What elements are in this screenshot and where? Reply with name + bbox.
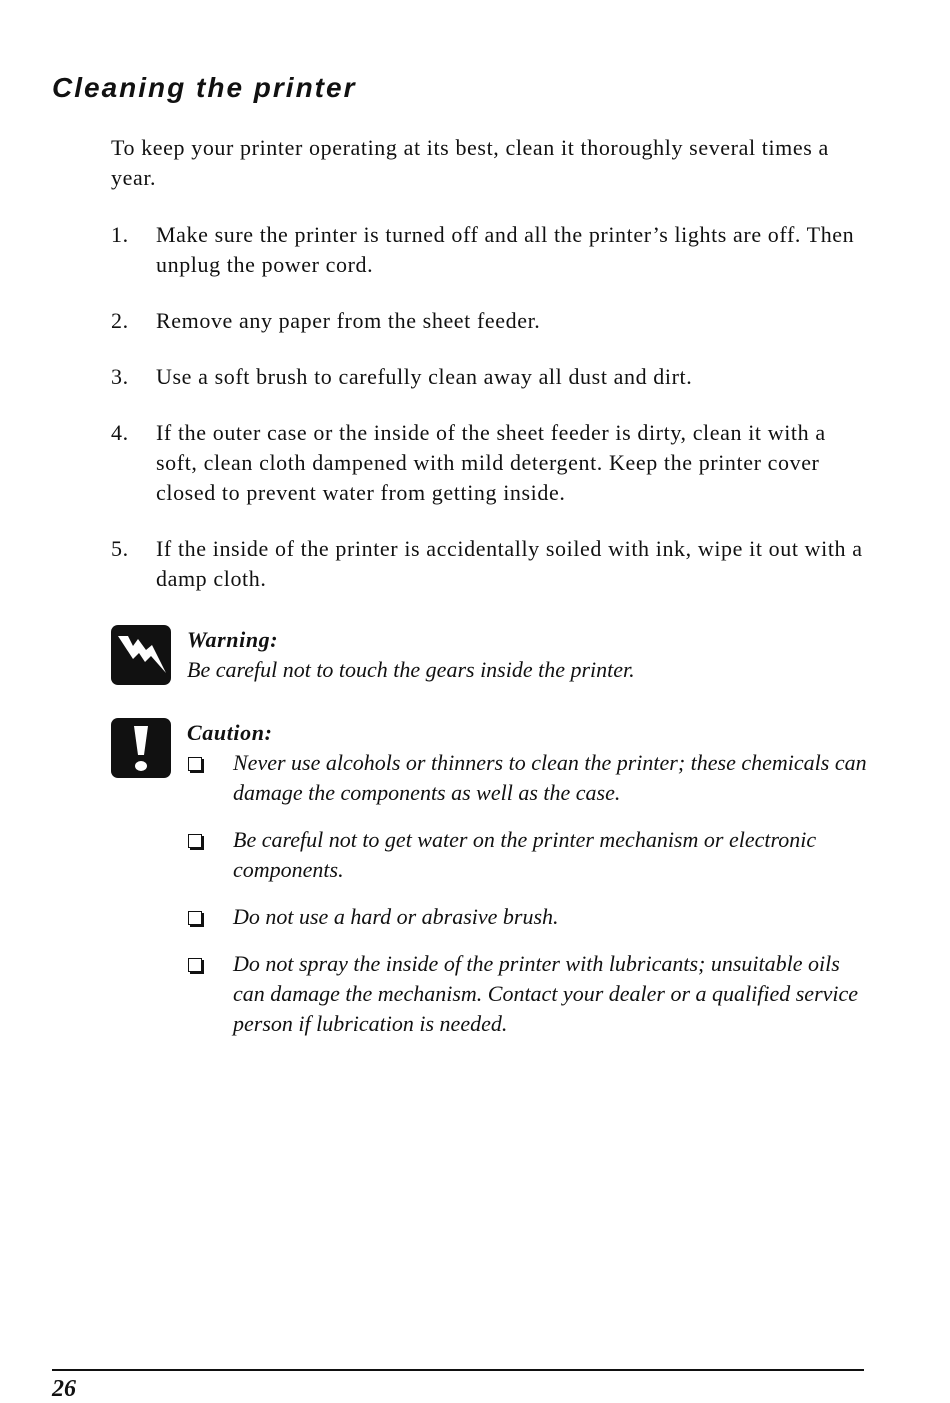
caution-heading: Caution: bbox=[187, 720, 273, 745]
step-text: Use a soft brush to carefully clean away all dust and dirt. bbox=[156, 364, 693, 389]
exclamation-caution-icon bbox=[111, 718, 171, 778]
caution-item-text: Do not spray the inside of the printer with lubricants; unsuitable oils can damage the mechanism. Contact your dealer or a qualified service person if lubrication is needed. bbox=[233, 951, 859, 1036]
step-item bbox=[111, 534, 863, 594]
step-item bbox=[111, 418, 863, 508]
step-number: 5. bbox=[111, 536, 129, 561]
warning-heading: Warning: bbox=[187, 627, 279, 652]
step-number: 4. bbox=[111, 420, 129, 445]
checkbox-bullet-icon bbox=[187, 949, 233, 979]
step-number: 2. bbox=[111, 308, 129, 333]
warning-text: Be careful not to touch the gears inside the printer. bbox=[187, 657, 635, 682]
step-text: Remove any paper from the sheet feeder. bbox=[156, 308, 541, 333]
page-number: 26 bbox=[52, 1376, 76, 1402]
caution-item bbox=[187, 902, 867, 932]
step-item bbox=[111, 220, 863, 280]
checkbox-bullet-icon bbox=[187, 825, 233, 855]
checkbox-bullet-icon bbox=[187, 748, 233, 778]
step-text: If the inside of the printer is accidentally soiled with ink, wipe it out with a damp cloth. bbox=[156, 536, 863, 591]
checkbox-bullet-icon bbox=[187, 902, 233, 932]
caution-item bbox=[187, 825, 867, 885]
caution-item-text: Be careful not to get water on the printer mechanism or electronic components. bbox=[233, 827, 817, 882]
step-number: 3. bbox=[111, 364, 129, 389]
caution-list bbox=[187, 748, 867, 1039]
caution-item-text: Do not use a hard or abrasive brush. bbox=[233, 904, 559, 929]
caution-item-text: Never use alcohols or thinners to clean the printer; these chemicals can damage the components as well as the case. bbox=[233, 750, 867, 805]
cleaning-steps-list bbox=[111, 220, 863, 620]
step-item bbox=[111, 306, 863, 336]
step-number: 1. bbox=[111, 222, 129, 247]
step-item bbox=[111, 362, 863, 392]
caution-body bbox=[187, 718, 867, 1056]
warning-body bbox=[187, 625, 867, 685]
lightning-warning-icon bbox=[111, 625, 171, 685]
step-text: If the outer case or the inside of the sheet feeder is dirty, clean it with a soft, clean cloth dampened with mild detergent. Keep the printer cover closed to prevent water from getting inside. bbox=[156, 420, 826, 505]
page-title: Cleaning the printer bbox=[52, 72, 357, 103]
step-text: Make sure the printer is turned off and all the printer’s lights are off. Then unplug the power cord. bbox=[156, 222, 855, 277]
caution-item bbox=[187, 748, 867, 808]
footer-divider bbox=[52, 1369, 864, 1371]
caution-item bbox=[187, 949, 867, 1039]
intro-paragraph: To keep your printer operating at its best, clean it thoroughly several times a year. bbox=[111, 135, 829, 190]
